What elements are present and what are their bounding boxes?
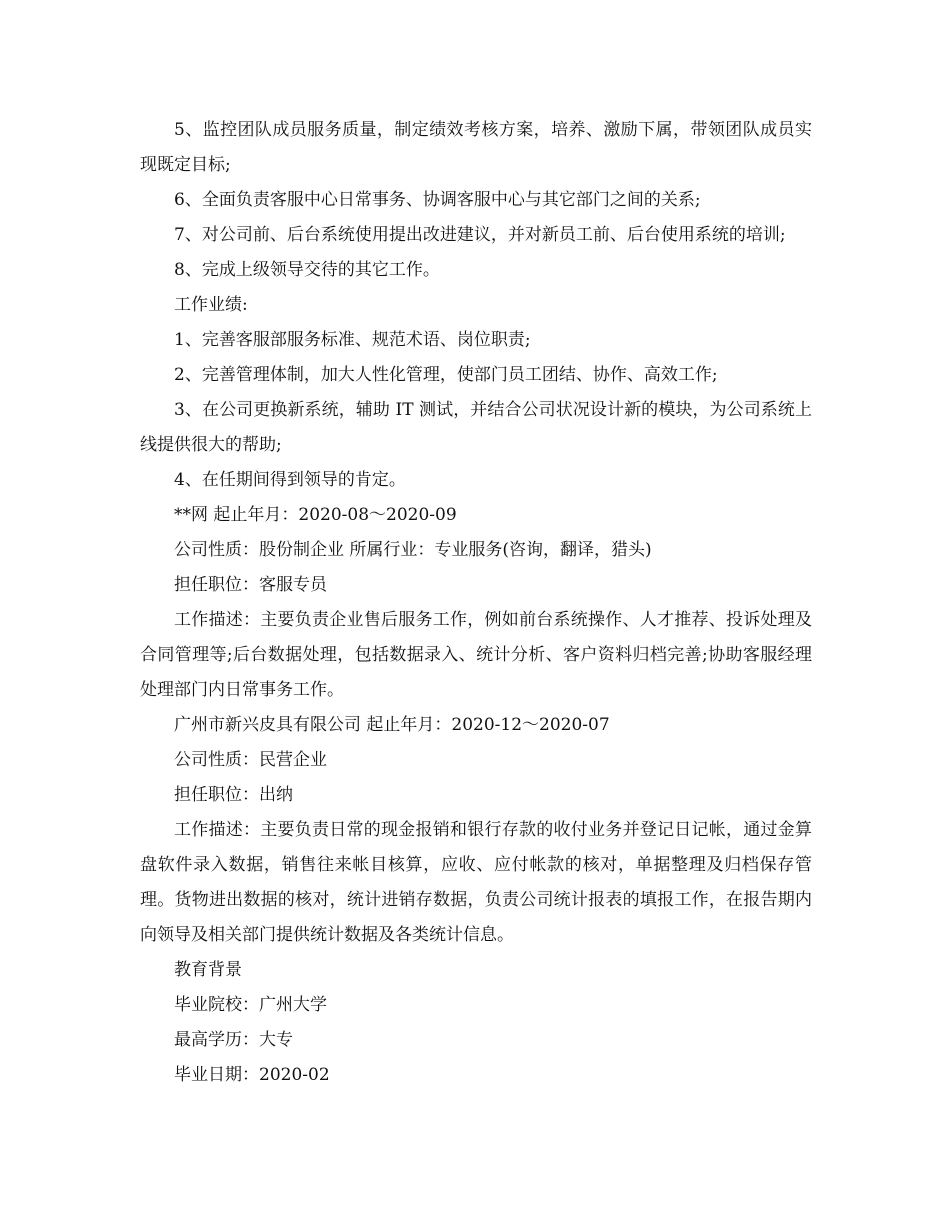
job-2-description: 工作描述：主要负责企业售后服务工作，例如前台系统操作、人才推荐、投诉处理及合同管理等;后台数据处理，包括数据录入、统计分析、客户资料归档完善;协助客服经理处理部门内日常事务工作。 (140, 610, 812, 700)
job-2-company-period: **网 起止年月：2020-08～2020-09 (174, 505, 457, 525)
education-degree: 最高学历：大专 (174, 1030, 293, 1050)
job-2-position: 担任职位：客服专员 (174, 575, 327, 595)
duty-item-8: 8、完成上级领导交待的其它工作。 (174, 260, 440, 280)
education-school: 毕业院校：广州大学 (174, 995, 327, 1015)
document-body (140, 113, 812, 1093)
education-graduation-date: 毕业日期：2020-02 (174, 1065, 330, 1085)
duty-item-5: 5、监控团队成员服务质量，制定绩效考核方案，培养、激励下属，带领团队成员实现既定目标; (140, 120, 812, 175)
job-3-description: 工作描述：主要负责日常的现金报销和银行存款的收付业务并登记日记帐，通过金算盘软件录入数据，销售往来帐目核算，应收、应付帐款的核对，单据整理及归档保存管理。货物进出数据的核对，统计进销存数据，负责公司统计报表的填报工作，在报告期内向领导及相关部门提供统计数据及各类统计信息。 (140, 820, 812, 945)
job-3-position: 担任职位：出纳 (174, 785, 293, 805)
achievement-item-4: 4、在任期间得到领导的肯定。 (174, 470, 406, 490)
job-3-company-period: 广州市新兴皮具有限公司 起止年月：2020-12～2020-07 (174, 715, 610, 735)
job-3-company-type: 公司性质：民营企业 (174, 750, 327, 770)
achievements-heading: 工作业绩: (174, 295, 248, 315)
achievement-item-3: 3、在公司更换新系统，辅助 IT 测试，并结合公司状况设计新的模块，为公司系统上线提供很大的帮助; (140, 400, 812, 455)
achievement-item-2: 2、完善管理体制，加大人性化管理，使部门员工团结、协作、高效工作; (174, 365, 718, 385)
job-2-company-type: 公司性质：股份制企业 所属行业：专业服务(咨询，翻译，猎头) (174, 540, 652, 560)
achievement-item-1: 1、完善客服部服务标准、规范术语、岗位职责; (174, 330, 531, 350)
education-heading: 教育背景 (174, 960, 242, 980)
duty-item-6: 6、全面负责客服中心日常事务、协调客服中心与其它部门之间的关系; (174, 190, 701, 210)
duty-item-7: 7、对公司前、后台系统使用提出改进建议，并对新员工前、后台使用系统的培训; (174, 225, 786, 245)
